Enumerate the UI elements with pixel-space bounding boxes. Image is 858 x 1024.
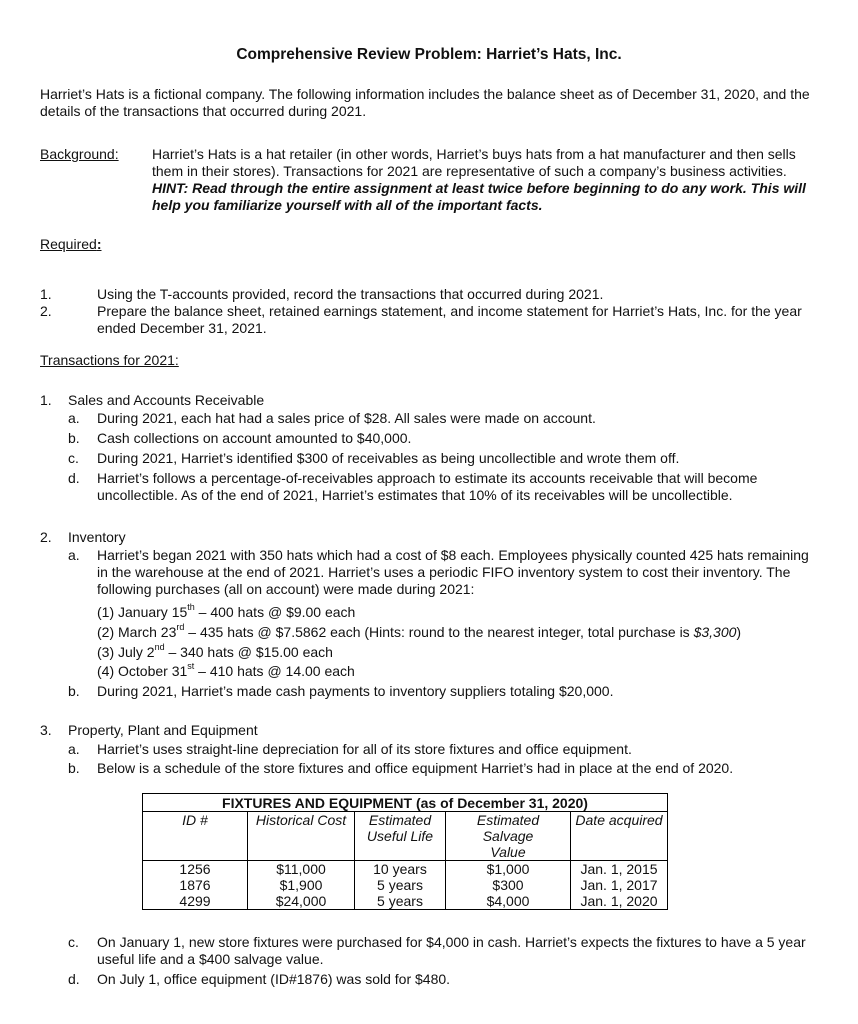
ordinal-suffix: nd [154, 642, 165, 653]
background-label: Background: [40, 146, 119, 162]
required-item-number: 1. [40, 286, 52, 302]
required-item-text: Using the T-accounts provided, record the transactions that occurred during 2021. [97, 286, 604, 302]
cell-salvage: $300 [446, 877, 571, 893]
item-letter: a. [68, 410, 80, 426]
required-label: Required [40, 236, 97, 252]
item-letter: a. [68, 741, 80, 757]
table-header-row [143, 812, 668, 861]
ordinal-suffix: st [187, 661, 195, 672]
section-title: Sales and Accounts Receivable [68, 392, 265, 408]
item-text: On July 1, office equipment (ID#1876) was sold for $480. [97, 971, 451, 987]
col-header-salvage-line1: Estimated Salvage [476, 812, 540, 844]
purchase-total: $3,300 [693, 624, 737, 640]
background-hint: HINT: Read through the entire assignment at least twice before beginning to do any work. This will help you familiarize yourself with all of the important facts. [152, 180, 806, 213]
cell-date: Jan. 1, 2020 [571, 893, 668, 910]
cell-cost: $24,000 [248, 893, 355, 910]
purchase-date: (4) October 31 [97, 663, 188, 679]
purchase-detail: – 435 hats @ $7.5862 each (Hints: round to the nearest integer, total purchase is [184, 624, 694, 640]
purchase-detail: – 410 hats @ 14.00 each [194, 663, 355, 679]
purchase-line [97, 644, 333, 661]
cell-date: Jan. 1, 2017 [571, 877, 668, 893]
col-header-date: Date acquired [571, 812, 668, 861]
item-letter: b. [68, 430, 80, 446]
cell-life: 5 years [355, 877, 446, 893]
item-text: Harriet’s uses straight-line depreciation for all of its store fixtures and office equipment. [97, 741, 632, 757]
item-letter: c. [68, 450, 79, 466]
required-item-text: Prepare the balance sheet, retained earnings statement, and income statement for Harriet’s Hats, Inc. for the year ended December 31, 2021. [97, 303, 802, 336]
col-header-life [355, 812, 446, 861]
cell-cost: $11,000 [248, 861, 355, 878]
purchase-close: ) [736, 624, 742, 640]
col-header-id: ID # [143, 812, 248, 861]
background-body: Harriet’s Hats is a hat retailer (in other words, Harriet’s buys hats from a hat manufacturer and then sells them in their stores). Transactions for 2021 are representative of such a company’s business activities. [152, 146, 796, 179]
section-number: 2. [40, 529, 52, 545]
table-row [143, 893, 668, 910]
item-letter: b. [68, 760, 80, 776]
item-letter: d. [68, 470, 80, 486]
purchase-detail: – 340 hats @ $15.00 each [164, 644, 333, 660]
cell-id: 1876 [143, 877, 248, 893]
purchase-date: (1) January 15 [97, 604, 188, 620]
intro-paragraph: Harriet’s Hats is a fictional company. The following information includes the balance sheet as of December 31, 2020, and the details of the transactions that occurred during 2021. [40, 86, 810, 119]
item-text: Harriet’s follows a percentage-of-receivables approach to estimate its accounts receivable that will become uncollectible. As of the end of 2021, Harriet’s estimates that 10% of its receivables will be uncollectible. [97, 470, 758, 503]
section-number: 3. [40, 722, 52, 738]
cell-salvage: $4,000 [446, 893, 571, 910]
required-heading [40, 236, 102, 253]
purchase-line [97, 624, 741, 641]
item-text: Cash collections on account amounted to $40,000. [97, 430, 412, 446]
table-row [143, 861, 668, 878]
item-text: During 2021, Harriet’s made cash payments to inventory suppliers totaling $20,000. [97, 683, 614, 699]
item-text: During 2021, each hat had a sales price of $28. All sales were made on account. [97, 410, 596, 426]
table-row [143, 877, 668, 893]
item-text: On January 1, new store fixtures were purchased for $4,000 in cash. Harriet’s expects the fixtures to have a 5 year useful life and a $400 salvage value. [97, 934, 806, 967]
transactions-heading: Transactions for 2021: [40, 352, 179, 368]
section-title: Property, Plant and Equipment [68, 722, 258, 738]
col-header-life-line1: Estimated [368, 812, 432, 828]
cell-id: 1256 [143, 861, 248, 878]
item-text: Below is a schedule of the store fixtures and office equipment Harriet’s had in place at the end of 2020. [97, 760, 734, 776]
section-number: 1. [40, 392, 52, 408]
required-colon: : [96, 236, 102, 252]
cell-life: 10 years [355, 861, 446, 878]
table-caption: FIXTURES AND EQUIPMENT (as of December 31, 2020) [143, 794, 668, 812]
ordinal-suffix: th [187, 602, 195, 613]
col-header-cost: Historical Cost [248, 812, 355, 861]
item-letter: a. [68, 547, 80, 563]
cell-salvage: $1,000 [446, 861, 571, 878]
purchase-line [97, 604, 355, 621]
ordinal-suffix: rd [176, 622, 185, 633]
page-title: Comprehensive Review Problem: Harriet’s Hats, Inc. [236, 46, 622, 63]
item-letter: c. [68, 934, 79, 950]
section-title: Inventory [68, 529, 126, 545]
item-letter: b. [68, 683, 80, 699]
cell-cost: $1,900 [248, 877, 355, 893]
item-text: During 2021, Harriet’s identified $300 of receivables as being uncollectible and wrote them off. [97, 450, 680, 466]
purchase-date: (2) March 23 [97, 624, 177, 640]
fixtures-equipment-table [142, 793, 668, 910]
item-letter: d. [68, 971, 80, 987]
cell-id: 4299 [143, 893, 248, 910]
cell-life: 5 years [355, 893, 446, 910]
purchase-date: (3) July 2 [97, 644, 155, 660]
col-header-life-line2: Useful Life [366, 828, 434, 844]
item-text: Harriet’s began 2021 with 350 hats which had a cost of $8 each. Employees physically counted 425 hats remaining in the warehouse at the end of 2021. Harriet’s uses a periodic FIFO inventory system to cost their inventory. The following purchases (all on account) were made during 2021: [97, 547, 809, 597]
background-text [152, 146, 817, 214]
required-item-number: 2. [40, 303, 52, 319]
purchase-detail: – 400 hats @ $9.00 each [194, 604, 356, 620]
cell-date: Jan. 1, 2015 [571, 861, 668, 878]
purchase-line [97, 663, 355, 680]
col-header-salvage [446, 812, 571, 861]
col-header-salvage-line2: Value [490, 844, 526, 860]
